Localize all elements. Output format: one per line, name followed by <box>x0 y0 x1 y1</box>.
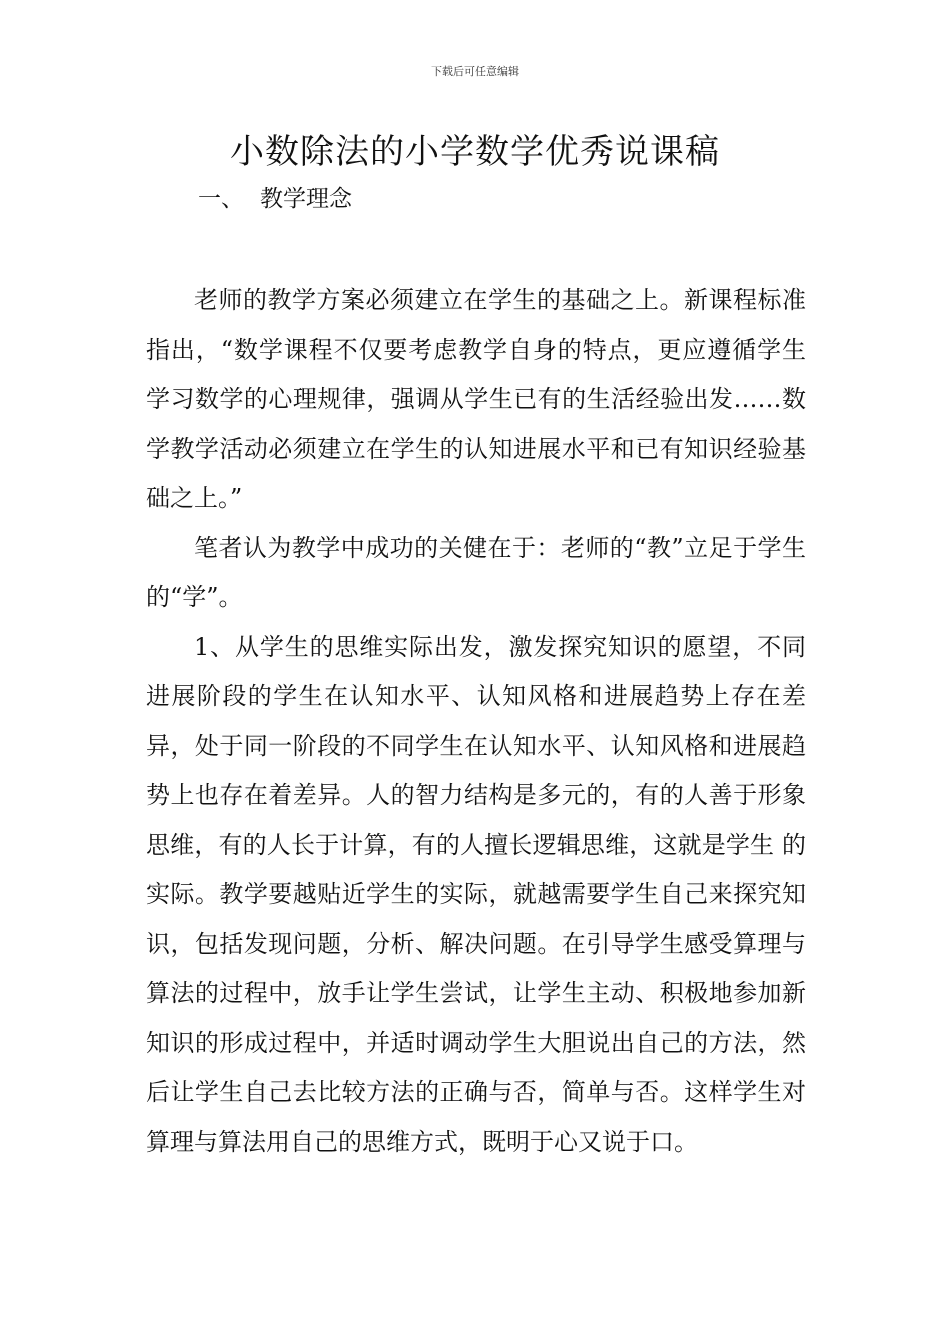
section-number: 一、 <box>198 186 244 212</box>
document-title: 小数除法的小学数学优秀说课稿 <box>230 132 720 172</box>
paragraph-2: 笔者认为教学中成功的关健在于：老师的“教”立足于学生的“学”。 <box>146 533 806 611</box>
paragraph-1: 老师的教学方案必须建立在学生的基础之上。新课程标准指出，“数学课程不仅要考虑教学自身的特点，更应遵循学生学习数学的心理规律，强调从学生已有的生活经验出发……数学教学活动必须建立在学生的认知进展水平和已有知识经验基础之上。” <box>146 286 806 512</box>
section-title: 教学理念 <box>260 186 352 212</box>
header-note: 下载后可任意编辑 <box>431 65 519 78</box>
paragraph-3: 1、从学生的思维实际出发，激发探究知识的愿望，不同进展阶段的学生在认知水平、认知风格和进展趋势上存在差异，处于同一阶段的不同学生在认知水平、认知风格和进展趋势上也存在着差异。人的智力结构是多元的，有的人善于形象思维，有的人长于计算，有的人擅长逻辑思维，这就是学生 的实际。教学要越贴近学生的实际，就越需要学生自己来探究知识，包括发现问题，分析、解决问题。在引导学生感受算理与算法的过程中，放手让学生尝试，让学生主动、积极地参加新知识的形成过程中，并适时调动学生大胆说出自己的方法，然后让学生自己去比较方法的正确与否，简单与否。这样学生对算理与算法用自己的思维方式，既明于心又说于口。 <box>146 632 806 1156</box>
body-text <box>146 276 806 1167</box>
section-heading <box>198 182 352 216</box>
